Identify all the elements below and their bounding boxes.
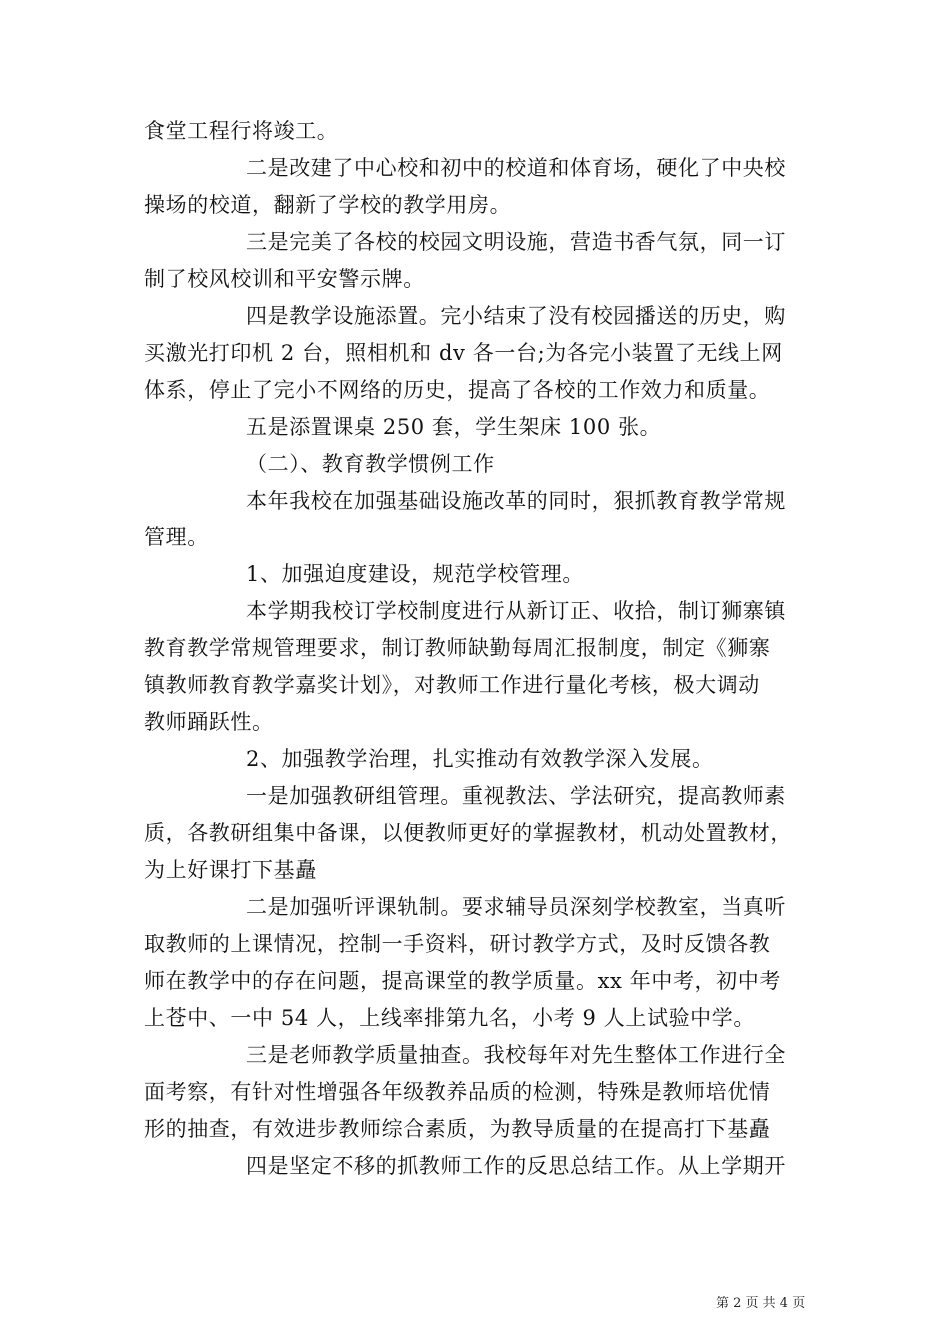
paragraph-line: 镇教师教育教学嘉奖计划》，对教师工作进行量化考核，极大调动 (144, 673, 760, 698)
paragraph-line: 2、加强教学治理，扎实推动有效教学深入发展。 (246, 747, 714, 772)
paragraph-line: 二是改建了中心校和初中的校道和体育场，硬化了中央校 (246, 155, 786, 180)
paragraph-line: 三是完美了各校的校园文明设施，营造书香气氛，同一订 (246, 229, 786, 254)
paragraph-line: 四是教学设施添置。完小结束了没有校园播送的历史，购 (246, 303, 786, 328)
paragraph-line: 质，各教研组集中备课，以便教师更好的掌握教材，机动处置教材， (144, 821, 792, 846)
paragraph-line: 面考察，有针对性增强各年级教养品质的检测，特殊是教师培优情 (144, 1079, 771, 1104)
paragraph-line: 二是加强听评课轨制。要求辅导员深刻学校教室，当真听 (246, 894, 786, 919)
paragraph-line: 制了校风校训和平安警示牌。 (144, 266, 425, 291)
paragraph-line: 管理。 (144, 525, 209, 550)
paragraph-line: 买激光打印机 2 台，照相机和 dv 各一台;为各完小装置了无线上网 (144, 340, 783, 365)
paragraph-line: （二）、教育教学惯例工作 (246, 451, 495, 476)
paragraph-line: 师在教学中的存在问题，提高课堂的教学质量。xx 年中考，初中考 (144, 968, 781, 993)
paragraph-line: 三是老师教学质量抽查。我校每年对先生整体工作进行全 (246, 1042, 786, 1067)
paragraph-line: 本学期我校订学校制度进行从新订正、收拾，制订狮寨镇 (246, 599, 786, 624)
paragraph-line: 本年我校在加强基础设施改革的同时，狠抓教育教学常规 (246, 488, 786, 513)
paragraph-line: 教师踊跃性。 (144, 710, 274, 735)
paragraph-line: 体系，停止了完小不网络的历史，提高了各校的工作效力和质量。 (144, 377, 771, 402)
paragraph-line: 操场的校道，翻新了学校的教学用房。 (144, 192, 512, 217)
paragraph-line: 教育教学常规管理要求，制订教师缺勤每周汇报制度，制定《狮寨 (144, 636, 771, 661)
paragraph-line: 四是坚定不移的抓教师工作的反思总结工作。从上学期开 (246, 1153, 786, 1178)
paragraph-line: 食堂工程行将竣工。 (144, 119, 339, 143)
paragraph-line: 1、加强迫度建设，规范学校管理。 (246, 562, 584, 587)
paragraph-line: 五是添置课桌 250 套，学生架床 100 张。 (246, 414, 662, 439)
paragraph-line: 上苍中、一中 54 人，上线率排第九名，小考 9 人上试验中学。 (144, 1005, 755, 1030)
paragraph-line: 取教师的上课情况，控制一手资料，研讨教学方式，及时反馈各教 (144, 931, 771, 956)
paragraph-line: 形的抽查，有效进步教师综合素质，为教导质量的在提高打下基矗 (144, 1116, 771, 1141)
paragraph-line: 一是加强教研组管理。重视教法、学法研究，提高教师素 (246, 784, 786, 809)
page-footer: 第 2 页 共 4 页 (716, 1296, 806, 1311)
paragraph-line: 为上好课打下基矗 (144, 858, 317, 882)
